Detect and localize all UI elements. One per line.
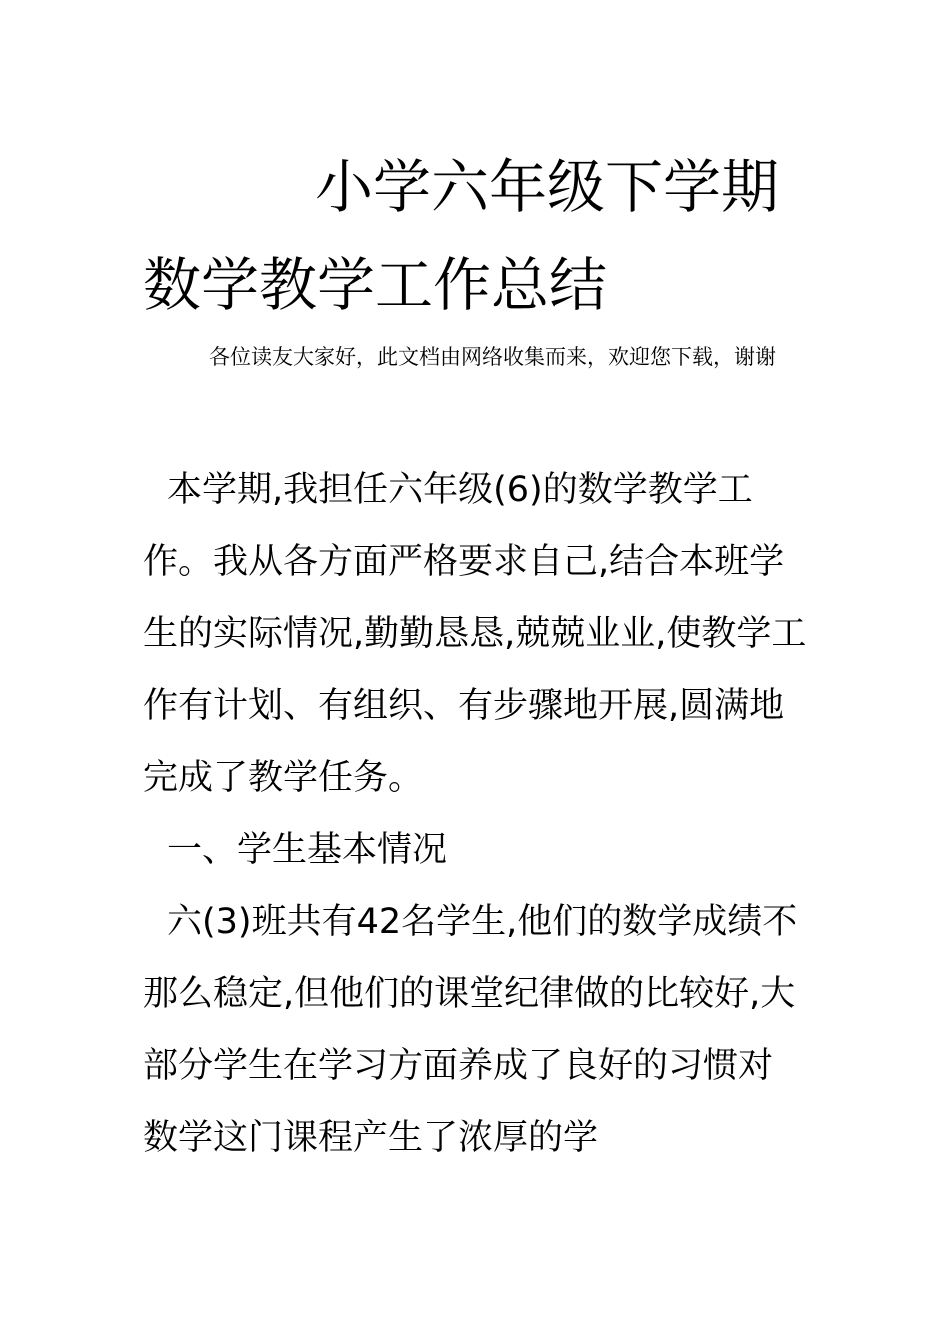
- paragraph-student-situation: 六(3)班共有42名学生,他们的数学成绩不那么稳定,但他们的课堂纪律做的比较好,大部分学生在学习方面养成了良好的习惯对数学这门课程产生了浓厚的学: [143, 902, 798, 1158]
- document-title: 小学六年级下学期数学教学工作总结: [143, 153, 780, 319]
- section-heading-student-situation: 一、学生基本情况: [167, 830, 448, 870]
- download-note: 各位读友大家好，此文档由网络收集而来，欢迎您下载，谢谢: [209, 345, 776, 369]
- paragraph-intro: 本学期,我担任六年级(6)的数学教学工作。我从各方面严格要求自己,结合本班学生的实际情况,勤勤恳恳,兢兢业业,使教学工作有计划、有组织、有步骤地开展,圆满地完成了教学任务。: [143, 470, 807, 798]
